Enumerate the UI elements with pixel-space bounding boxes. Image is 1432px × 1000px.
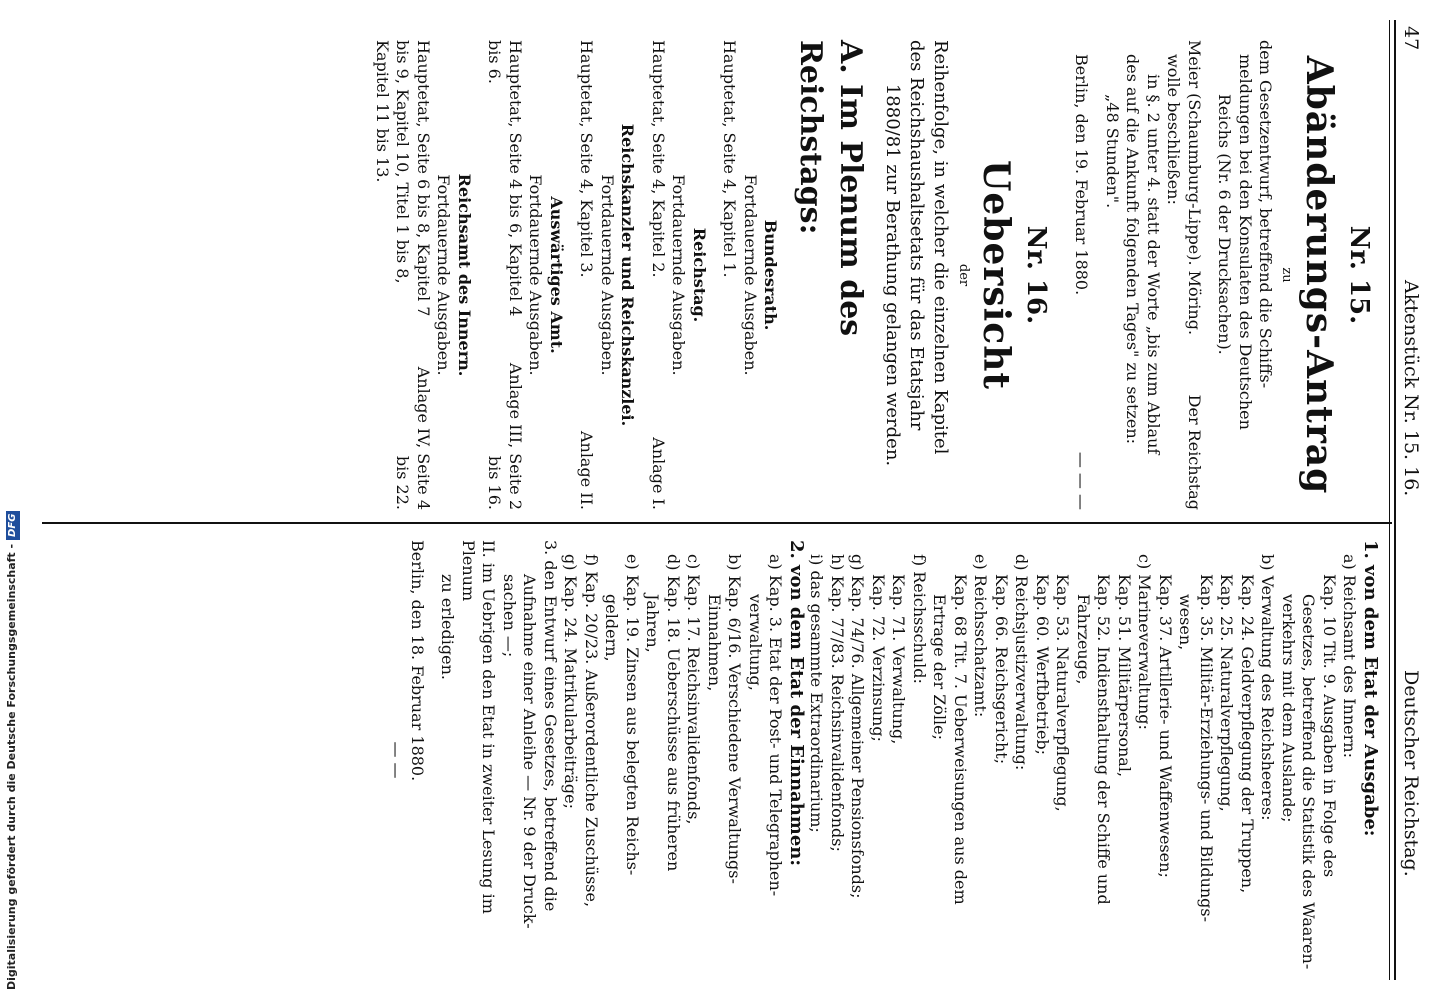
budget-item-line: zu erledigen. — [438, 574, 458, 680]
credit-text: Digitalisierung gefördert durch die Deutsche Forschungsgemeinschaft - — [5, 543, 18, 990]
budget-item-line: d) Reichsjustizverwaltung: — [1012, 554, 1032, 771]
document-number-16: Nr. 16. — [1021, 225, 1051, 325]
section-title: Bundesrath. — [761, 219, 781, 331]
budget-item-line: Kap. 51. Militärpersonal, — [1115, 574, 1134, 778]
budget-item-line: e) Kap. 19. Zinsen aus belegten Reichs- — [623, 554, 642, 876]
budget-item-line: Einnahmen, — [705, 594, 724, 692]
budget-item-line: Fahrzeuge, — [1074, 594, 1093, 685]
budget-item-line: a) Kap. 3. Etat der Post- und Telegraphen- — [766, 554, 786, 897]
budget-item-line: f) Kap. 20/23. Außerordentliche Zuschüsse, — [582, 554, 601, 908]
date-15: Berlin, den 19. Februar 1880. — [1072, 54, 1092, 296]
header-document-number: Aktenstück Nr. 15. 16. — [1400, 280, 1422, 497]
budget-item-line: geldern, — [602, 594, 622, 662]
budget-item-line: Kap. 66. Reichsgericht; — [992, 574, 1011, 765]
budget-item-line: Ertrage der Zölle; — [930, 594, 950, 741]
budget-item-line: 3. den Entwurf eines Gesetzes, betreffend die — [541, 540, 560, 912]
column-budget-items — [386, 540, 1380, 980]
header-rule — [1394, 20, 1396, 980]
section-entry — [576, 40, 597, 510]
section-subtitle: Fortdauernde Ausgaben. — [741, 174, 760, 376]
budget-item-line: g) Kap. 24. Matrikularbeiträge; — [561, 554, 581, 809]
overview-body-line: Reihenfolge, in welcher die einzelnen Kapitel — [930, 40, 952, 455]
overview-body-line: des Reichshaushaltsetats für das Etatsjahr — [906, 40, 928, 431]
entry-attachment: Anlage IV, Seite 4 bis 22. — [393, 366, 433, 510]
entry-attachment: Anlage I. — [649, 437, 668, 510]
budget-item-line: Kap. 68 Tit. 7. Ueberweisungen aus dem — [951, 574, 970, 905]
entry-attachment: Anlage II. — [577, 430, 597, 510]
dfg-logo: DFG — [6, 511, 20, 540]
section-title: Reichstag. — [690, 227, 709, 323]
budget-item-line: c) Marineverwaltung: — [1135, 554, 1155, 730]
column-divider — [42, 522, 1392, 524]
budget-item-line: verwaltung, — [746, 594, 765, 691]
connector-zu: zu — [1279, 267, 1294, 283]
budget-item-line: Kap. 52. Indiensthaltung der Schiffe und — [1094, 574, 1114, 905]
budget-item-line: wesen, — [1176, 594, 1196, 651]
header-title: Deutscher Reichstag. — [1400, 670, 1422, 877]
motion-line: „48 Stunden". — [1103, 94, 1122, 209]
budget-item-line: Gesetzes, betreffend die Statistik des Waaren- — [1299, 594, 1319, 970]
budget-item-line: Kap. 24. Geldverpflegung der Truppen, — [1238, 574, 1257, 894]
budget-item-line: Kap. 10 Tit. 9. Ausgaben in Folge des — [1320, 574, 1339, 878]
signers: Meier (Schaumburg-Lippe). Möring. — [1185, 40, 1204, 336]
section-entry — [719, 40, 740, 510]
budget-item-line: Kap. 37. Artillerie- und Waffenwesen; — [1156, 574, 1175, 878]
budget-item-line: Aufnahme einer Anleihe — Nr. 9 der Druck- — [520, 574, 540, 929]
section-subtitle: Fortdauernde Ausgaben. — [526, 174, 546, 376]
budget-item-line: verkehrs mit dem Auslande; — [1279, 594, 1298, 823]
document-title-15: Abänderungs-Antrag — [1298, 55, 1340, 495]
budget-item-line: g) Kap. 74/76. Allgemeiner Pensionsfonds; — [848, 554, 868, 899]
budget-item-line: Kap. 25. Naturalverpflegung, — [1217, 574, 1237, 812]
entry-attachment: Anlage III, Seite 2 bis 16. — [485, 362, 525, 510]
budget-item-line: Berlin, den 18. Februar 1880. — [408, 540, 427, 782]
section-subtitle: Fortdauernde Ausgaben. — [598, 174, 617, 376]
budget-item-line: sachen —; — [500, 574, 519, 658]
page-number: 47 — [1400, 26, 1422, 51]
budget-item-line: — — — [387, 741, 407, 779]
budget-item-line: 1. von dem Etat der Ausgabe: — [1360, 540, 1381, 837]
budget-item-line: f) Reichsschuld: — [910, 554, 929, 684]
entry-reference: Hauptetat, Seite 6 bis 8, Kapitel 7 bis 9, Kapitel 10, Titel 1 bis 8, Kapitel 11 bis 13. — [373, 40, 433, 317]
section-subtitle: Fortdauernde Ausgaben. — [434, 174, 454, 376]
section-entry — [484, 40, 525, 510]
budget-item-line — [427, 540, 437, 980]
amendment-body-line: meldungen bei den Konsulaten des Deutschen — [1236, 54, 1255, 430]
entry-reference: Hauptetat, Seite 4, Kapitel 3. — [577, 40, 597, 278]
budget-item-line: a) Reichsamt des Innern: — [1340, 554, 1360, 758]
date-row-15 — [1071, 40, 1092, 510]
budget-item-line: II. im Uebrigen den Etat in zweiter Lesung im Plenum — [459, 540, 499, 914]
header-rule-thin — [1389, 20, 1390, 980]
budget-item-line: c) Kap. 17. Reichsinvalidenfonds, — [684, 554, 704, 825]
column-amendments — [372, 40, 1377, 510]
digitization-credit — [2, 513, 22, 990]
dash-mark: — — — — [1072, 451, 1092, 510]
entry-reference: Hauptetat, Seite 4 bis 6, Kapitel 4 bis 6. — [485, 40, 525, 317]
entry-reference: Hauptetat, Seite 4, Kapitel 1. — [720, 40, 740, 278]
overview-body-line: 1880/81 zur Berathung gelangen werden. — [882, 83, 904, 467]
budget-item-line: Kap. 53. Naturalverpflegung, — [1053, 574, 1073, 812]
budget-item-line: e) Reichsschatzamt: — [971, 554, 991, 718]
budget-item-line: b) Verwaltung des Reichsheeres: — [1258, 554, 1278, 821]
motion-line: des auf die Ankunft folgenden Tages" zu setzen: — [1123, 54, 1143, 445]
budget-item-line: Kap. 35. Militär-Erziehungs- und Bildungs- — [1197, 574, 1216, 923]
budget-item-line: Kap. 71. Verwaltung, — [889, 574, 909, 745]
section-entry — [648, 40, 669, 510]
budget-item-line: Kap. 72. Verzinsung; — [869, 574, 888, 742]
budget-item-line: d) Kap. 18. Ueberschüsse aus früheren — [664, 554, 683, 872]
budget-item-line: i) das gesammte Extraordinarium; — [807, 554, 827, 833]
budget-item-line: Jahren, — [643, 594, 663, 653]
budget-item-line: 2. von dem Etat der Einnahmen: — [786, 540, 807, 867]
section-entry — [372, 40, 434, 510]
budget-item-list — [386, 540, 1380, 980]
entry-reference: Hauptetat, Seite 4, Kapitel 2. — [649, 40, 668, 278]
motion-line: wolle beschließen: — [1164, 54, 1184, 205]
document-title-16: Uebersicht — [975, 159, 1017, 390]
section-title: Auswärtiges Amt. — [547, 196, 566, 354]
section-title: Reichsamt des Innern. — [455, 173, 474, 377]
budget-item-line: b) Kap. 6/16. Verschiedene Verwaltungs- — [725, 554, 745, 884]
section-subtitle: Fortdauernde Ausgaben. — [669, 174, 689, 376]
signers-row — [1184, 40, 1205, 510]
connector-der: der — [956, 263, 971, 287]
motion-intro: Der Reichstag — [1185, 394, 1204, 510]
amendment-body-line: dem Gesetzentwurf, betreffend die Schiffs- — [1256, 40, 1276, 389]
motion-line: in §. 2 unter 4. statt der Worte „bis zum Ablauf — [1144, 74, 1163, 455]
budget-item-line: Kap. 60. Werftbetrieb; — [1033, 574, 1052, 756]
section-title: Reichskanzler und Reichskanzlei. — [618, 123, 638, 427]
amendment-body-line: Reichs (Nr. 6 der Drucksachen). — [1215, 94, 1235, 355]
section-heading-plenum: A. Im Plenum des Reichstags: — [793, 40, 869, 337]
budget-item-line: h) Kap. 77/83. Reichsinvalidenfonds; — [828, 554, 847, 852]
document-number-15: Nr. 15. — [1344, 225, 1374, 325]
